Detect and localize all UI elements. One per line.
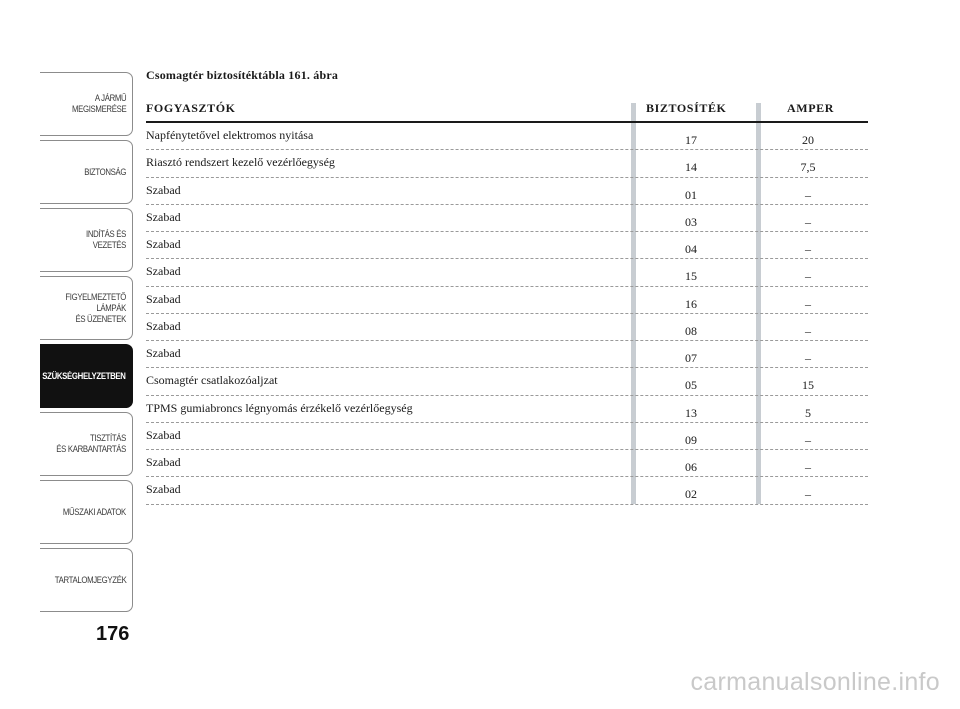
tab-0[interactable]	[40, 72, 133, 136]
fuse-cell: 13	[685, 405, 697, 420]
fuse-cell: 06	[685, 460, 697, 474]
consumer-cell: Szabad	[146, 182, 181, 197]
header-fuse: BIZTOSÍTÉK	[646, 101, 727, 115]
consumer-cell: Szabad	[146, 291, 181, 306]
amp-cell: 20	[802, 133, 814, 147]
amp-cell: –	[805, 487, 811, 502]
table-row	[146, 205, 868, 232]
table-row	[146, 396, 868, 423]
amp-cell: –	[805, 351, 811, 365]
tab-label: BIZTONSÁG	[84, 166, 126, 178]
consumer-cell: Szabad	[146, 482, 181, 497]
amp-cell: –	[805, 242, 811, 256]
amp-cell: 15	[802, 378, 814, 393]
tab-3[interactable]	[40, 276, 133, 340]
amp-cell: –	[805, 296, 811, 311]
fuse-cell: 14	[685, 160, 697, 175]
fuse-table	[146, 123, 868, 505]
fuse-cell: 16	[685, 296, 697, 311]
amp-cell: 5	[805, 405, 811, 420]
table-row	[146, 287, 868, 314]
fuse-cell: 09	[685, 432, 697, 447]
consumer-cell: Szabad	[146, 264, 181, 279]
consumer-cell: TPMS gumiabroncs légnyomás érzékelő vezérlőegység	[146, 400, 413, 415]
table-row	[146, 232, 868, 259]
page-number: 176	[96, 623, 130, 645]
consumer-cell: Szabad	[146, 209, 181, 224]
tab-label: TISZTÍTÁS ÉS KARBANTARTÁS	[56, 433, 126, 455]
tab-6[interactable]	[40, 480, 133, 544]
tab-label: MŰSZAKI ADATOK	[62, 506, 126, 518]
table-row	[146, 259, 868, 286]
fuse-cell: 07	[685, 351, 697, 365]
fuse-cell: 04	[685, 242, 697, 256]
fuse-cell: 17	[685, 133, 697, 147]
amp-cell: –	[805, 269, 811, 284]
consumer-cell: Szabad	[146, 346, 181, 360]
table-row	[146, 123, 868, 150]
tab-7[interactable]	[40, 548, 133, 612]
fuse-cell: 03	[685, 214, 697, 229]
amp-cell: –	[805, 214, 811, 229]
table-title: Csomagtér biztosítéktábla 161. ábra	[146, 68, 339, 82]
watermark: carmanualsonline.info	[690, 668, 940, 696]
amp-cell: –	[805, 323, 811, 338]
amp-cell: –	[805, 432, 811, 447]
amp-cell: –	[805, 460, 811, 474]
amp-cell: 7,5	[800, 160, 816, 175]
consumer-cell: Szabad	[146, 427, 181, 442]
tab-label: TARTALOMJEGYZÉK	[54, 574, 126, 586]
tab-5[interactable]	[40, 412, 133, 476]
consumer-cell: Napfénytetővel elektromos nyitása	[146, 128, 314, 142]
table-row	[146, 341, 868, 368]
tab-label: A JÁRMŰ MEGISMERÉSE	[71, 93, 126, 115]
consumer-cell: Csomagtér csatlakozóaljzat	[146, 373, 278, 388]
tab-label: INDÍTÁS ÉS VEZETÉS	[85, 229, 126, 251]
amp-cell: –	[805, 187, 811, 202]
consumer-cell: Riasztó rendszert kezelő vezérlőegység	[146, 155, 335, 170]
table-row	[146, 314, 868, 341]
table-row	[146, 423, 868, 450]
table-row	[146, 368, 868, 395]
table-row	[146, 450, 868, 477]
consumer-cell: Szabad	[146, 455, 181, 469]
tab-4[interactable]	[40, 344, 133, 408]
tab-label: SZÜKSÉGHELYZETBEN	[42, 370, 126, 382]
consumer-cell: Szabad	[146, 318, 181, 333]
fuse-cell: 01	[685, 187, 697, 202]
fuse-cell: 08	[685, 323, 697, 338]
fuse-cell: 15	[685, 269, 697, 284]
tab-1[interactable]	[40, 140, 133, 204]
tab-2[interactable]	[40, 208, 133, 272]
header-consumers: FOGYASZTÓK	[146, 101, 236, 115]
table-row	[146, 178, 868, 205]
tab-label: FIGYELMEZTETŐ LÁMPÁK ÉS ÜZENETEK	[65, 291, 126, 325]
table-row	[146, 477, 868, 504]
fuse-cell: 02	[685, 487, 697, 502]
table-row	[146, 150, 868, 177]
header-amp: AMPER	[787, 101, 834, 115]
consumer-cell: Szabad	[146, 237, 181, 251]
fuse-cell: 05	[685, 378, 697, 393]
